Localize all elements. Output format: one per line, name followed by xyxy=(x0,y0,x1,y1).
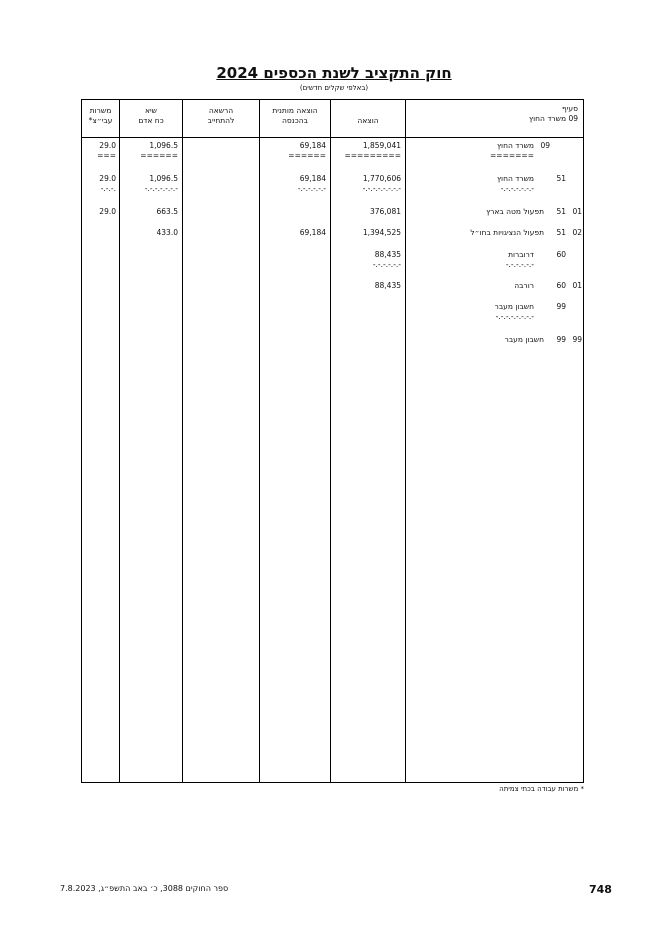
header-section-name: משרד החוץ xyxy=(529,114,567,123)
column-divider xyxy=(119,99,120,783)
header-conditional-expense xyxy=(260,106,330,126)
row-expense: 88,435 xyxy=(374,250,401,259)
header-commitment-line1: הרשאה xyxy=(208,106,234,115)
row-code-2: 99 xyxy=(556,335,566,344)
column-divider xyxy=(182,99,183,783)
row-conditional: 69,184 xyxy=(299,141,326,150)
row-expense: 1,859,041 xyxy=(362,141,401,150)
row-positions: 29.0 xyxy=(99,207,116,216)
page-number: 748 xyxy=(589,883,612,896)
header-peak-line2: כח אדם xyxy=(138,116,164,125)
row-peak-underline: -.-.-.-.-.-.- xyxy=(144,184,178,193)
row-name: חשבון מעבר xyxy=(494,302,534,311)
row-name: משרד החוץ xyxy=(496,141,534,150)
row-expense-underline: -.-.-.-.-.-.-.- xyxy=(362,184,401,193)
page-subtitle: (באלפי שקלים חדשים) xyxy=(299,84,369,92)
header-conditional-line2: בהכנסה xyxy=(282,116,308,125)
row-peak-underline: ====== xyxy=(140,151,178,160)
header-commitment xyxy=(183,106,259,126)
row-code-1: 02 xyxy=(572,228,582,237)
header-section-code: 09 xyxy=(568,114,578,123)
row-code-1: 99 xyxy=(572,335,582,344)
row-conditional: 69,184 xyxy=(299,228,326,237)
row-positions: 29.0 xyxy=(99,174,116,183)
row-code-2: 60 xyxy=(556,250,566,259)
footer-source: ספר החוקים 3088, כ׳ באב התשפ״ג, 7.8.2023 xyxy=(60,884,229,893)
row-name: דרוברות xyxy=(508,250,534,259)
row-code-1: 09 xyxy=(540,141,550,150)
row-code-1: 01 xyxy=(572,207,582,216)
header-peak-line1: שיא xyxy=(144,106,157,115)
row-name-underline: -.-.-.-.-.-.-.- xyxy=(495,312,534,321)
row-code-2: 51 xyxy=(556,228,566,237)
budget-table-frame xyxy=(81,99,584,783)
row-name: משרד החוץ xyxy=(496,174,534,183)
row-expense: 1,770,606 xyxy=(362,174,401,183)
footnote: * משרות עבודה בכתי צמיתה xyxy=(499,785,584,793)
row-expense-underline: -.-.-.-.-.- xyxy=(372,260,401,269)
header-section-label: סעיף xyxy=(561,104,578,113)
column-divider xyxy=(259,99,260,783)
header-peak-manpower xyxy=(120,106,182,126)
row-name: רורבה xyxy=(514,281,534,290)
row-peak: 663.5 xyxy=(156,207,178,216)
row-positions: 29.0 xyxy=(99,141,116,150)
column-divider xyxy=(330,99,331,783)
row-name: תפעול מטה בארץ xyxy=(486,207,544,216)
header-divider xyxy=(81,137,584,138)
page-title: חוק התקציב לשנת הכספים 2024 xyxy=(216,64,452,82)
row-code-2: 99 xyxy=(556,302,566,311)
row-code-2: 51 xyxy=(556,207,566,216)
row-conditional-underline: ====== xyxy=(288,151,326,160)
header-positions xyxy=(82,106,119,126)
row-expense: 1,394,525 xyxy=(362,228,401,237)
row-code-1: 01 xyxy=(572,281,582,290)
row-positions-underline: === xyxy=(97,151,116,160)
row-conditional-underline: -.-.-.-.-.- xyxy=(297,184,326,193)
row-conditional: 69,184 xyxy=(299,174,326,183)
header-positions-line1: משרות xyxy=(89,106,112,115)
row-name: חשבון מעבר xyxy=(504,335,544,344)
header-section-title xyxy=(410,114,578,124)
row-peak: 1,096.5 xyxy=(149,174,178,183)
header-conditional-line1: הוצאה מותנית xyxy=(272,106,318,115)
row-code-2: 60 xyxy=(556,281,566,290)
column-divider xyxy=(405,99,406,783)
header-section xyxy=(410,104,578,124)
header-commitment-line2: להתחייב xyxy=(207,116,235,125)
row-expense: 376,081 xyxy=(369,207,401,216)
row-name-underline: -.-.-.-.-.- xyxy=(505,260,534,269)
row-expense: 88,435 xyxy=(374,281,401,290)
header-expense: הוצאה xyxy=(357,116,379,125)
row-name: תפעול הנציגויות בחו״ל xyxy=(470,228,544,237)
row-peak: 433.0 xyxy=(156,228,178,237)
header-positions-line2: עבי״צ* xyxy=(88,116,113,125)
row-name-underline: ======= xyxy=(490,151,534,160)
row-expense-underline: ========= xyxy=(344,151,401,160)
row-peak: 1,096.5 xyxy=(149,141,178,150)
row-name-underline: -.-.-.-.-.-.- xyxy=(500,184,534,193)
row-positions-underline: -.-.-. xyxy=(100,184,116,193)
row-code-2: 51 xyxy=(556,174,566,183)
